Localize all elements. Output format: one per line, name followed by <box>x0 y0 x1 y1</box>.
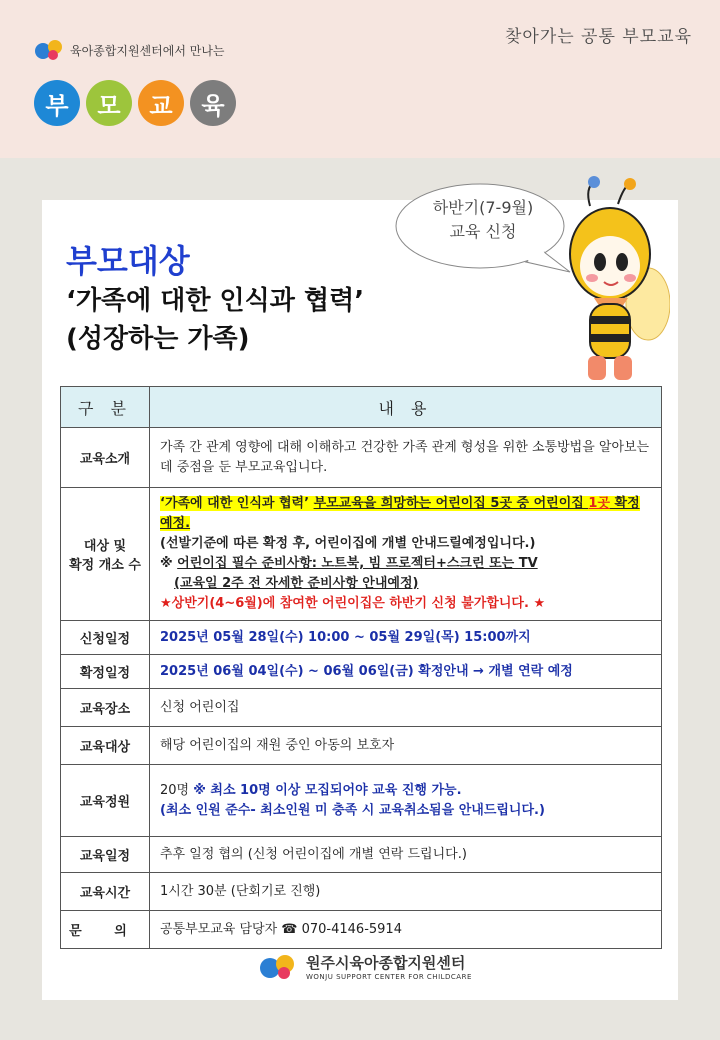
target-warning: ★상반기(4~6월)에 참여한 어린이집은 하반기 신청 불가합니다. ★ <box>160 596 546 611</box>
org-line-text: 육아종합지원센터에서 만나는 <box>70 43 225 58</box>
row-value: 해당 어린이집의 재원 중인 아동의 보호자 <box>150 727 662 765</box>
row-value: 1시간 30분 (단회기로 진행) <box>150 873 662 911</box>
row-value <box>150 765 662 837</box>
table-row <box>61 765 662 837</box>
course-title-line-1: ‘가족에 대한 인식과 협력’ <box>66 286 365 316</box>
capacity-note: (최소 인원 준수- 최소인원 미 충족 시 교육취소됨을 안내드립니다.) <box>160 802 545 818</box>
info-table <box>60 386 662 949</box>
bubble-text <box>394 196 572 244</box>
highlight-text: ‘가족에 대한 인식과 협력’ <box>160 496 314 511</box>
capacity-count: 20명 <box>160 782 194 798</box>
table-row <box>61 655 662 689</box>
contact-value: 공통부모교육 담당자 ☎ 070-4146-5914 <box>150 911 662 949</box>
row-value <box>150 488 662 621</box>
table-row <box>61 873 662 911</box>
circle-mo: 모 <box>86 80 132 126</box>
target-paragraph-1 <box>160 494 651 534</box>
row-label-line-1: 대상 및 <box>83 539 127 554</box>
row-label: 교육소개 <box>61 428 150 488</box>
table-row <box>61 488 662 621</box>
row-label: 교육정원 <box>61 765 150 837</box>
table-row <box>61 689 662 727</box>
target-paragraph-4: (교육일 2주 전 자세한 준비사항 안내예정) <box>174 576 419 591</box>
row-label: 신청일정 <box>61 621 150 655</box>
capacity-line-1 <box>160 781 651 801</box>
center-logo-icon <box>34 38 64 62</box>
table-header-row <box>61 387 662 428</box>
target-paragraph-3 <box>160 554 651 574</box>
row-label: 교육대상 <box>61 727 150 765</box>
footer-name-ko: 원주시육아종합지원센터 <box>306 954 466 972</box>
circle-yuk: 육 <box>190 80 236 126</box>
footer-text <box>306 952 472 981</box>
row-label: 교육장소 <box>61 689 150 727</box>
course-title <box>66 282 364 358</box>
row-label: 확정일정 <box>61 655 150 689</box>
circle-gyo: 교 <box>138 80 184 126</box>
highlight-underline-text: 부모교육을 희망하는 어린이집 5곳 중 어린이집 <box>313 496 589 511</box>
row-label: 교육일정 <box>61 837 150 873</box>
table-row <box>61 911 662 949</box>
table-row <box>61 837 662 873</box>
row-value: 2025년 05월 28일(수) 10:00 ~ 05월 29일(목) 15:00까지 <box>150 621 662 655</box>
row-value: 가족 간 관계 영향에 대해 이해하고 건강한 가족 관계 형성을 위한 소통방법을 알아보는데 중점을 둔 부모교육입니다. <box>150 428 662 488</box>
org-line <box>34 38 225 62</box>
target-audience-heading: 부모대상 <box>66 242 190 280</box>
header-content: 내 용 <box>150 387 662 428</box>
row-value: 2025년 06월 04일(수) ~ 06월 06일(금) 확정안내 → 개별 연락 예정 <box>150 655 662 689</box>
bubble-line-1: 하반기(7-9월) <box>432 198 534 217</box>
footer-logo <box>258 952 472 981</box>
highlight-tail: 확정예정. <box>160 496 640 531</box>
center-logo-icon <box>258 953 298 981</box>
course-title-line-2: (성장하는 가족) <box>66 324 250 354</box>
circle-bu: 부 <box>34 80 80 126</box>
program-circles <box>34 80 236 126</box>
table-row <box>61 727 662 765</box>
program-title: 찾아가는 공통 부모교육 <box>504 27 692 47</box>
note-mark: ※ <box>160 556 178 571</box>
table-row <box>61 428 662 488</box>
table-row <box>61 621 662 655</box>
row-value: 신청 어린이집 <box>150 689 662 727</box>
bubble-line-2: 교육 신청 <box>449 222 517 241</box>
capacity-minimum: ※ 최소 10명 이상 모집되어야 교육 진행 가능. <box>193 782 462 798</box>
header-label: 구 분 <box>61 387 150 428</box>
row-value: 추후 일정 협의 (신청 어린이집에 개별 연락 드립니다.) <box>150 837 662 873</box>
row-label-line-2: 확정 개소 수 <box>69 558 141 573</box>
footer-name-en: WONJU SUPPORT CENTER FOR CHILDCARE <box>306 973 472 981</box>
prep-requirements: 어린이집 필수 준비사항: 노트북, 빔 프로젝터+스크린 또는 TV <box>177 556 538 571</box>
row-label: 문 의 <box>61 911 150 949</box>
highlight-count: 1곳 <box>588 496 610 511</box>
target-paragraph-2: (선발기준에 따른 확정 후, 어린이집에 개별 안내드릴예정입니다.) <box>160 536 536 551</box>
row-label <box>61 488 150 621</box>
row-label: 교육시간 <box>61 873 150 911</box>
bee-mascot-icon <box>560 176 670 386</box>
